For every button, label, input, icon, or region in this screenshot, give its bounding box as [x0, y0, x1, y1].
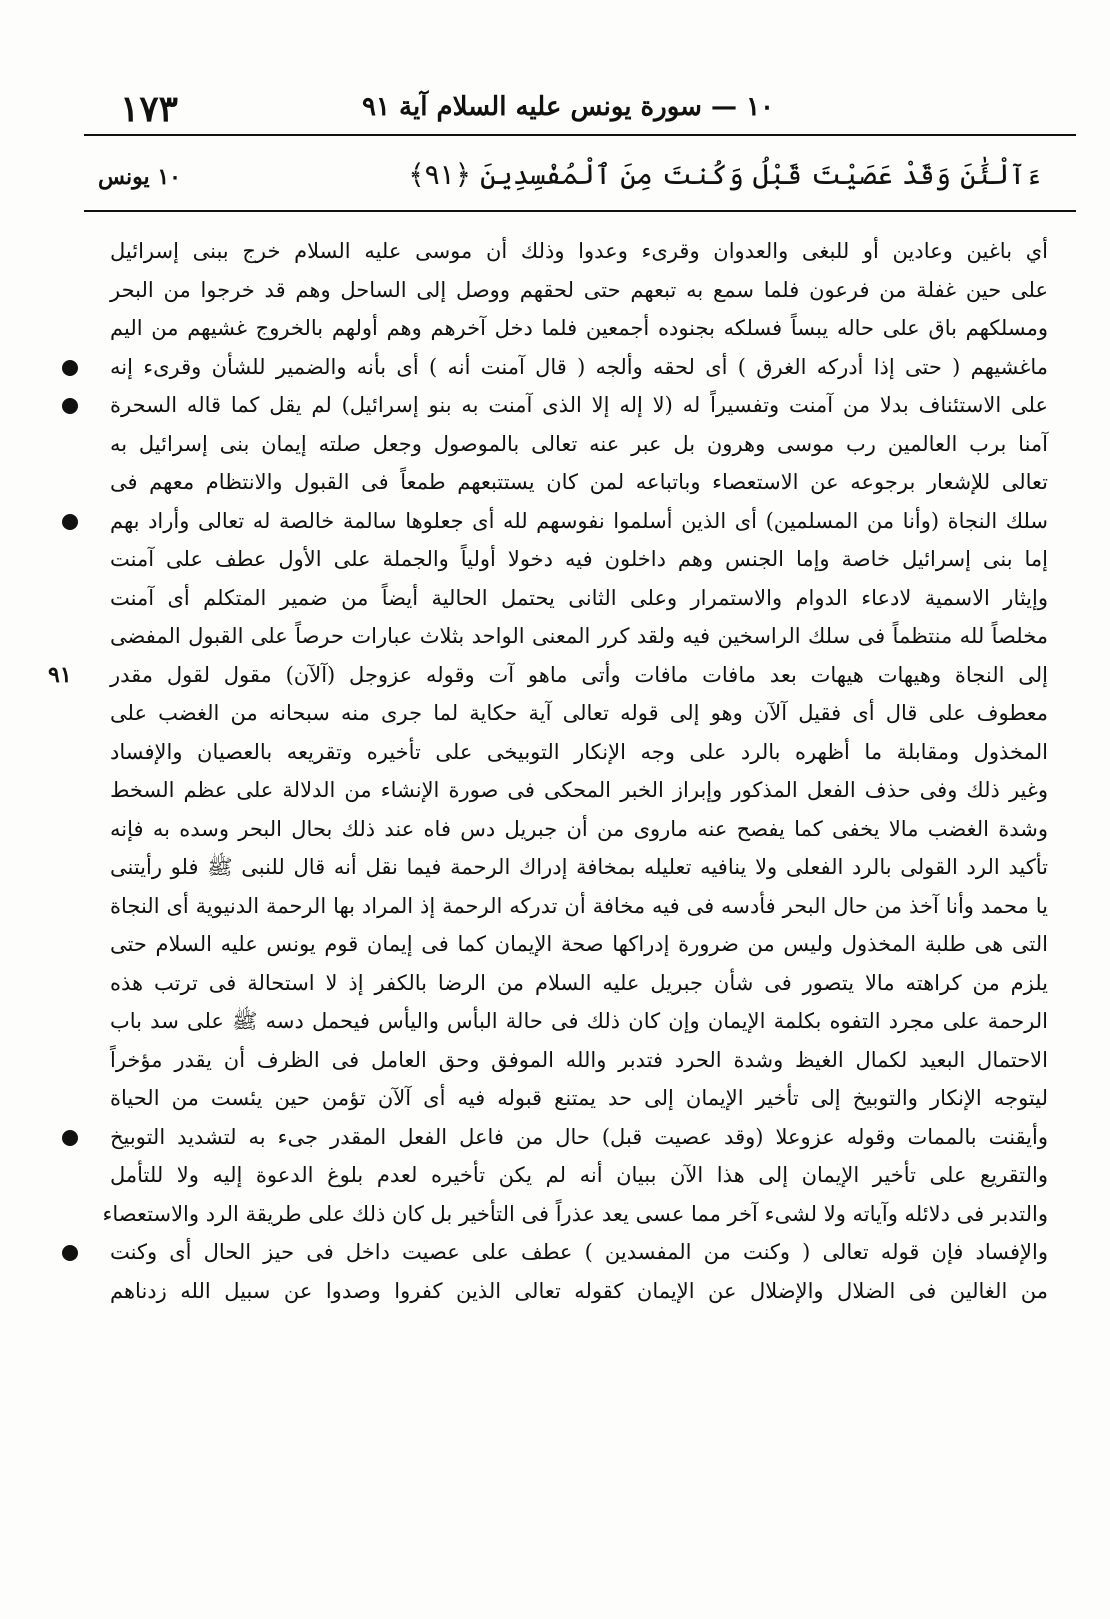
text-line: ومسلكهم باق على حاله يبساً فسلكه بجنوده أجمعين فلما دخل آخرهم وهم أولهم بالخروج غشيهم من اليم — [110, 316, 1048, 340]
commentary-body — [48, 232, 1048, 1310]
text-line: تعالى للإشعار برجوعه عن الاستعصاء وباتباعه لمن كان يستتبعهم طمعاً فى القبول والانتظام معهم فى — [110, 470, 1048, 494]
running-head-title: ١٠ — سورة يونس عليه السلام آية ٩١ — [362, 92, 774, 122]
text-line-content: وأيقنت بالممات وقوله عزوعلا (وقد عصيت قبل) حال من فاعل الفعل المقدر جىء به لتشديد التوبيخ — [110, 1124, 1048, 1149]
text-line — [110, 1118, 1048, 1157]
text-line: وشدة الغضب مالا يخفى كما يفصح عنه ماروى من أن جبريل دس فاه عند ذلك بحال البحر وسده به فإنه — [110, 816, 1048, 841]
text-line: المخذول ومقابلة ما أظهره بالرد على وجه الإنكار التوبيخى على تأخيره وتقريعه بالعصيان والإفساد — [110, 739, 1048, 764]
text-line-content: سلك النجاة (وأنا من المسلمين) أى الذين أسلموا نفوسهم لله أى جعلوها سالمة خالصة له تعالى وأراد بهم — [110, 508, 1048, 533]
text-line: وإيثار الاسمية لادعاء الدوام والاستمرار وعلى الثانى يحتمل الحالية أيضاً من ضمير المتكلم أى آمنت — [110, 585, 1048, 610]
text-line — [48, 656, 1048, 695]
running-head — [84, 88, 1074, 132]
text-line: والتدبر فى دلائله وآياته ولا لشىء آخر مما عسى يعد عذراً فى التأخير بل كان ذلك على طريقة الرد والاستعصاء — [102, 1201, 1048, 1226]
text-line: يلزم من كراهته مالا يتصور فى شأن جبريل عليه السلام من الرضا بالكفر إذ لا استحالة فى ترتب هذه — [110, 970, 1048, 995]
margin-bullet-icon — [62, 398, 78, 414]
text-line: على حين غفلة من فرعون فلما سمع به تبعهم حتى لحقهم ووصل إلى الساحل وهم قد خرجوا من البحر — [110, 277, 1048, 302]
header-rule — [84, 134, 1076, 136]
text-line-content: إلى النجاة وهيهات هيهات بعد مافات مافات وأتى ماهو آت وقوله عزوجل (آلآن) مقول لقول مقدر — [110, 662, 1048, 687]
text-line: من الغالين فى الضلال والإضلال عن الإيمان كقوله تعالى الذين كفروا وصدوا عن سبيل الله زدناهم — [110, 1278, 1048, 1303]
page-number: ١٧٣ — [120, 88, 179, 130]
text-line — [110, 348, 1048, 387]
quran-verse-text: ءَآلْئَٰنَ وَقَدْ عَصَيْتَ قَبْلُ وَكُنتَ مِنَ ٱلْمُفْسِدِينَ ﴿٩١﴾ — [408, 158, 1042, 191]
text-line: تأكيد الرد القولى بالرد الفعلى ولا ينافيه تعليله بمخافة إدراك الرحمة فيما نقل أنه قال للنبى ﷺ فلو رأيتنى — [110, 855, 1048, 879]
text-line: معطوف على قال أى فقيل آلآن وهو إلى قوله تعالى آية حكاية لما جرى منه سبحانه من الغضب على — [110, 701, 1048, 725]
text-line: مخلصاً لله منتظماً فى سلك الراسخين فيه ولقد كرر المعنى الواحد بثلاث عبارات حرصاً على القبول المفضى — [110, 624, 1048, 648]
margin-bullet-icon — [62, 1130, 78, 1146]
margin-bullet-icon — [62, 1245, 78, 1261]
text-line: التى هى طلبة المخذول وليس من ضرورة إدراكها صحة الإيمان كما فى إيمان قوم يونس عليه السلام حتى — [110, 932, 1048, 956]
margin-verse-number: ٩١ — [48, 661, 72, 688]
margin-bullet-icon — [62, 360, 78, 376]
text-line-content: على الاستئناف بدلا من آمنت وتفسيراً له (لا إله إلا الذى آمنت به بنو إسرائيل) لم يقل كما قاله السحرة — [110, 393, 1048, 417]
text-line: أي باغين وعادين أو للبغى والعدوان وقرىء وعدوا وذلك أن موسى عليه السلام خرج ببنى إسرائيل — [110, 239, 1048, 263]
text-line — [110, 502, 1048, 541]
text-line — [110, 386, 1048, 425]
text-line: إما بنى إسرائيل خاصة وإما الجنس وهم داخلون فيه دخولا أولياً والجملة على الأول عطف على آمنت — [110, 547, 1048, 571]
text-line: الرحمة على مجرد التفوه بكلمة الإيمان وإن كان ذلك فى حالة البأس واليأس فيحمل دسه ﷺ على سد باب — [110, 1009, 1048, 1033]
text-line: يا محمد وأنا آخذ من حال البحر فأدسه فى فيه مخافة أن تدركه الرحمة إذ المراد بها الرحمة الدنيوية أى النجاة — [110, 893, 1048, 918]
text-line: وغير ذلك وفى حذف الفعل المذكور وإبراز الخبر المحكى فى صورة الإنشاء من الدلالة على عظم السخط — [110, 778, 1048, 802]
text-line: ليتوجه الإنكار والتوبيخ إلى تأخير الإيمان إلى حد يمتنع قبوله فيه أى آلآن تؤمن حين يئست من الحياة — [110, 1086, 1048, 1110]
margin-bullet-icon — [62, 514, 78, 530]
text-line: آمنا برب العالمين رب موسى وهرون بل عبر عنه تعالى بالموصول وجعل صلته إيمان بنى إسرائيل به — [110, 431, 1048, 456]
text-line: والتقريع على تأخير الإيمان إلى هذا الآن ببيان أنه لم يكن تأخيره لعدم بلوغ الدعوة إليه ولا للتأمل — [110, 1163, 1048, 1187]
surah-reference: ١٠ يونس — [98, 164, 181, 190]
text-line: الاحتمال البعيد لكمال الغيظ وشدة الحرد فتدبر والله الموفق وحق العامل فى الظرف أن يقدر مؤخراً — [110, 1047, 1048, 1072]
verse-rule — [84, 210, 1076, 212]
text-line-content: ماغشيهم ( حتى إذا أدركه الغرق ) أى لحقه وألجه ( قال آمنت أنه ) أى بأنه والضمير للشأن وقرىء إنه — [110, 354, 1048, 379]
text-line-content: والإفساد فإن قوله تعالى ( وكنت من المفسدين ) عطف على عصيت داخل فى حيز الحال أى وكنت — [110, 1240, 1048, 1264]
quran-verse-line — [84, 158, 1074, 198]
text-line — [110, 1233, 1048, 1272]
